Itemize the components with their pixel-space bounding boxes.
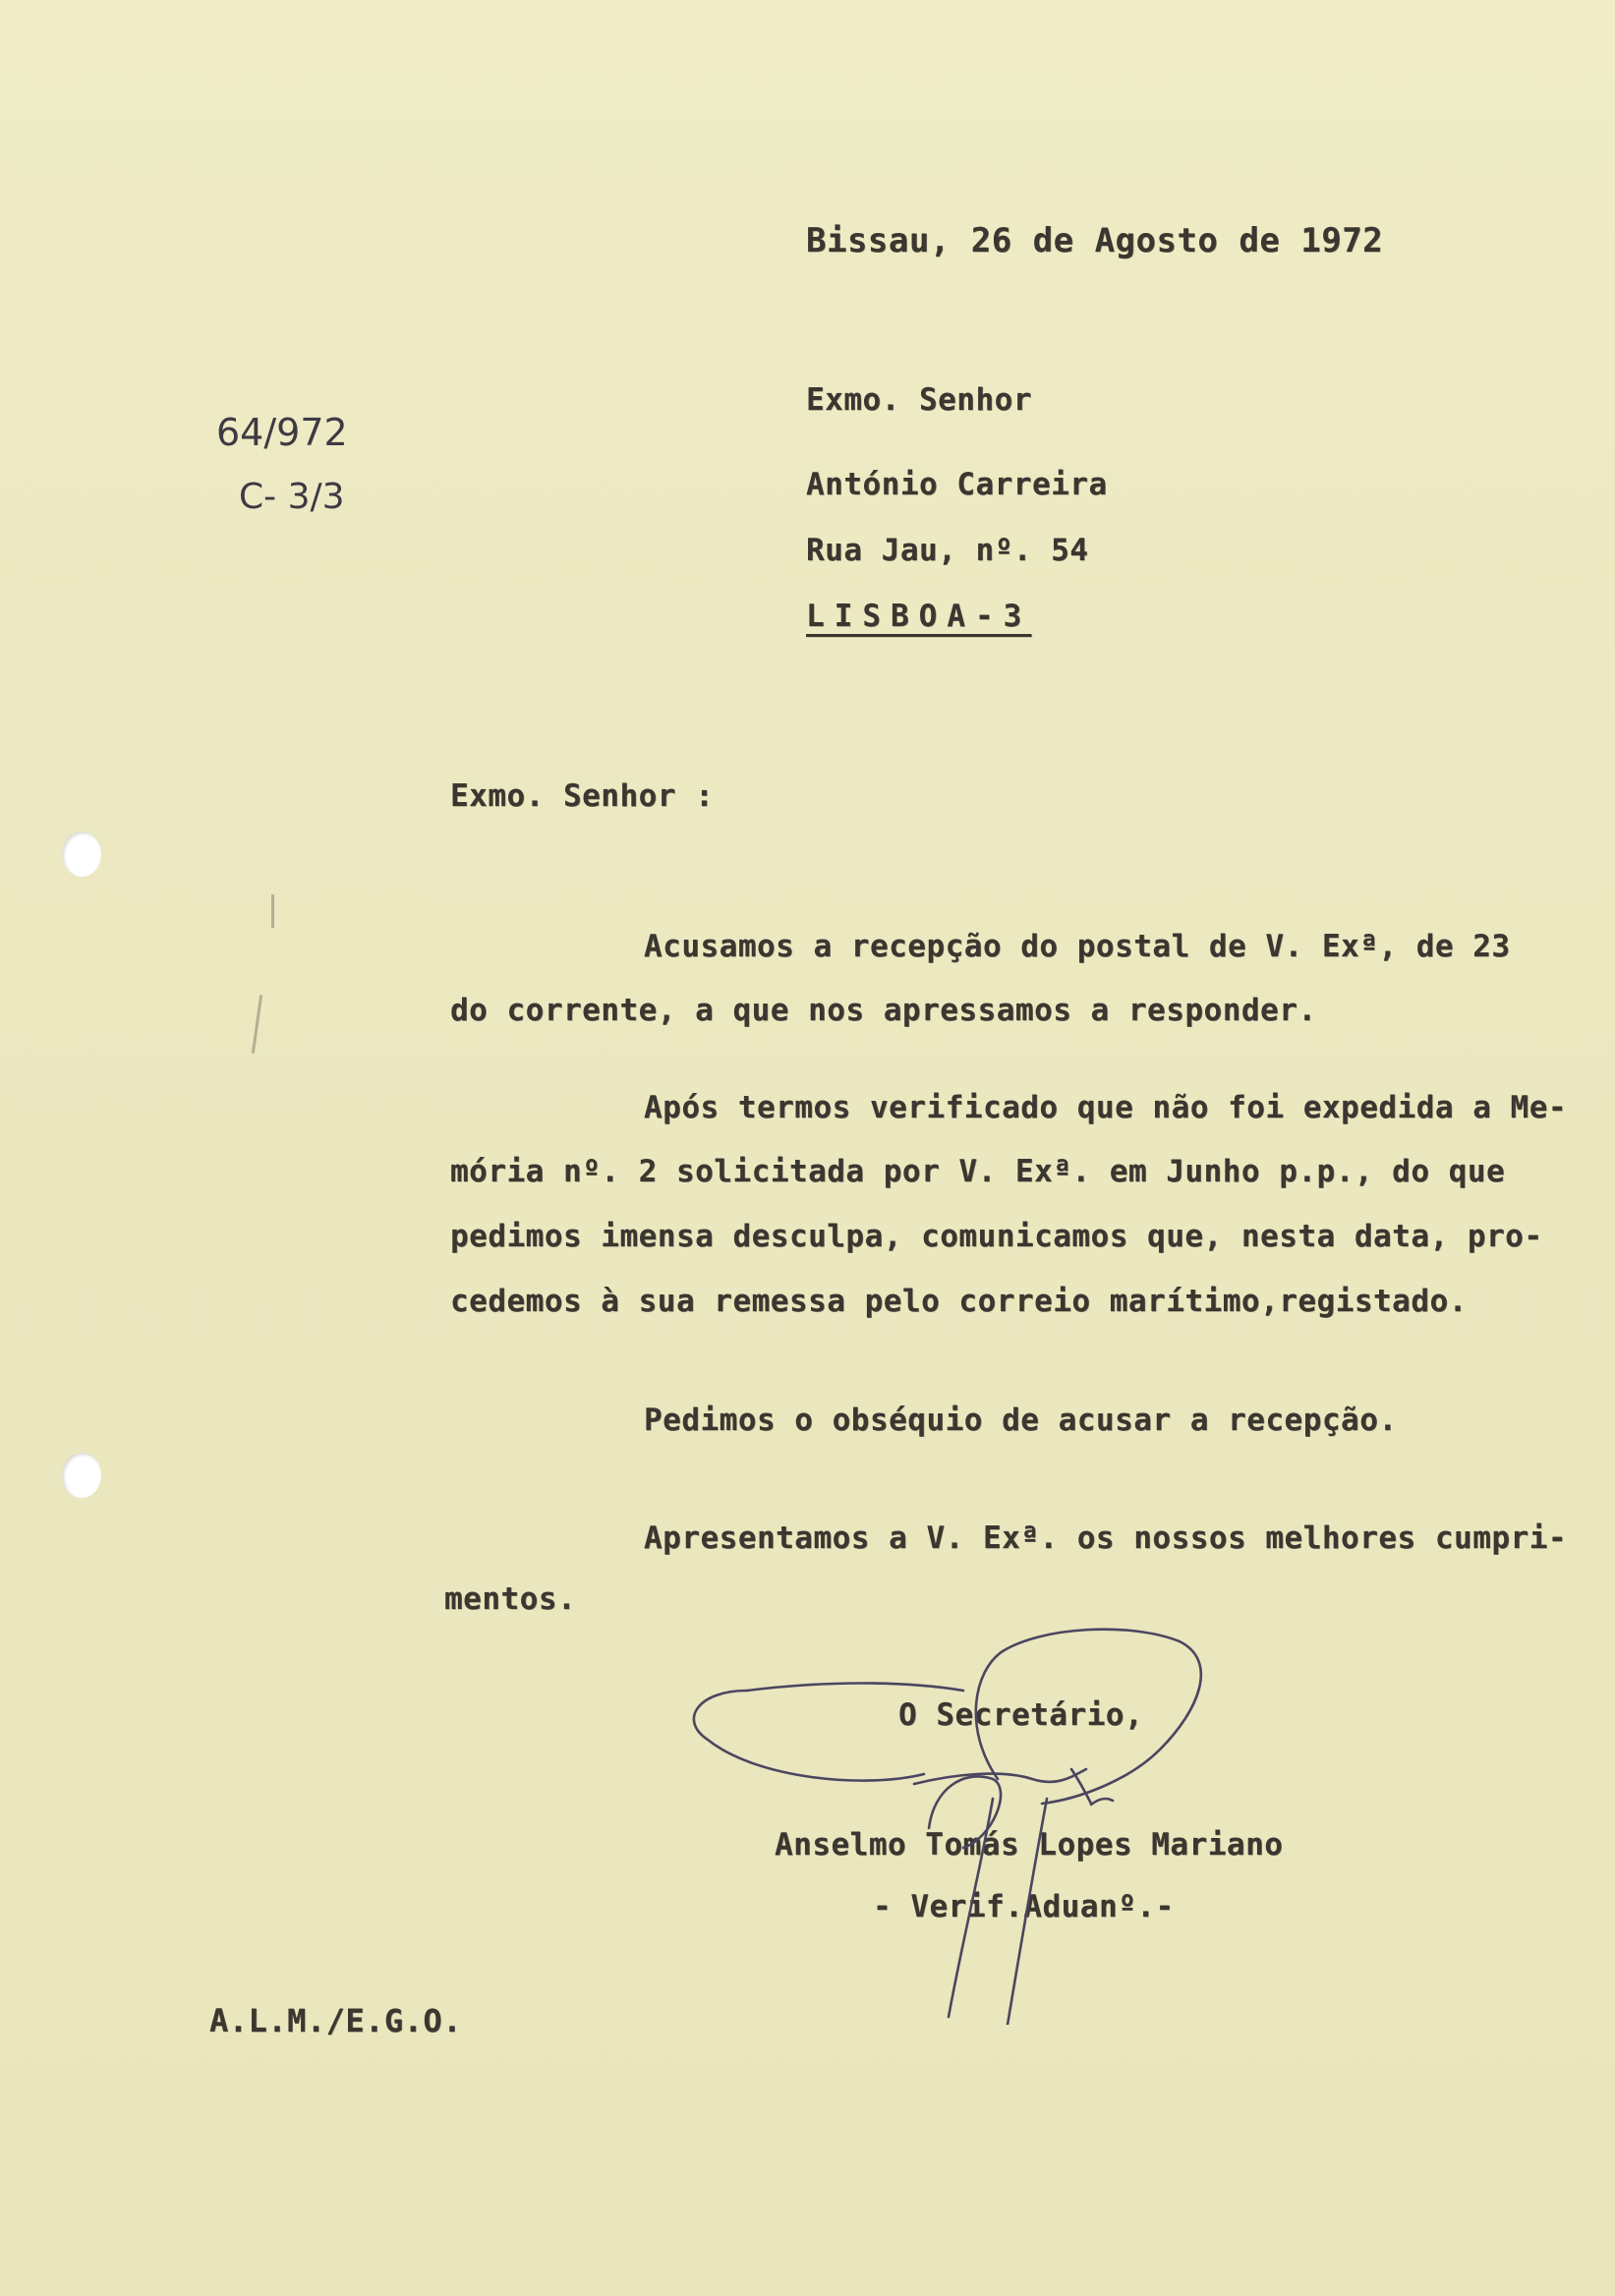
recipient-street: Rua Jau, nº. 54	[806, 533, 1089, 568]
body-line: Acusamos a recepção do postal de V. Exª, de 23	[644, 929, 1511, 964]
typist-initials: A.L.M./E.G.O.	[209, 2002, 462, 2039]
signatory-title: - Verif.Aduanº.-	[873, 1889, 1175, 1924]
signatory-role: O Secretário,	[898, 1697, 1144, 1733]
body-line: do corrente, a que nos apressamos a responder.	[450, 993, 1317, 1028]
handwritten-reference: 64/972	[216, 411, 348, 454]
handwritten-code: C- 3/3	[239, 477, 345, 517]
recipient-name: António Carreira	[806, 467, 1108, 502]
body-line: mentos.	[444, 1581, 577, 1617]
paper-mark	[252, 995, 262, 1054]
punch-hole-bottom	[62, 1453, 101, 1498]
paper-mark	[271, 894, 274, 928]
recipient-salutation: Exmo. Senhor	[806, 382, 1032, 418]
body-line: mória nº. 2 solicitada por V. Exª. em Junho p.p., do que	[450, 1154, 1506, 1189]
letter-date: Bissau, 26 de Agosto de 1972	[806, 221, 1384, 260]
body-line: cedemos à sua remessa pelo correio marítimo,registado.	[450, 1284, 1468, 1319]
body-line: Apresentamos a V. Exª. os nossos melhores cumpri-	[644, 1521, 1568, 1556]
body-line: Após termos verificado que não foi expedida a Me-	[644, 1090, 1568, 1125]
signatory-name: Anselmo Tomás Lopes Mariano	[775, 1827, 1284, 1863]
letter-greeting: Exmo. Senhor :	[450, 778, 715, 814]
body-line: Pedimos o obséquio de acusar a recepção.	[644, 1403, 1398, 1438]
recipient-city: LISBOA-3	[806, 599, 1032, 634]
handwritten-signature	[668, 1612, 1258, 2025]
body-line: pedimos imensa desculpa, comunicamos que, nesta data, pro-	[450, 1219, 1543, 1254]
punch-hole-top	[62, 832, 101, 877]
